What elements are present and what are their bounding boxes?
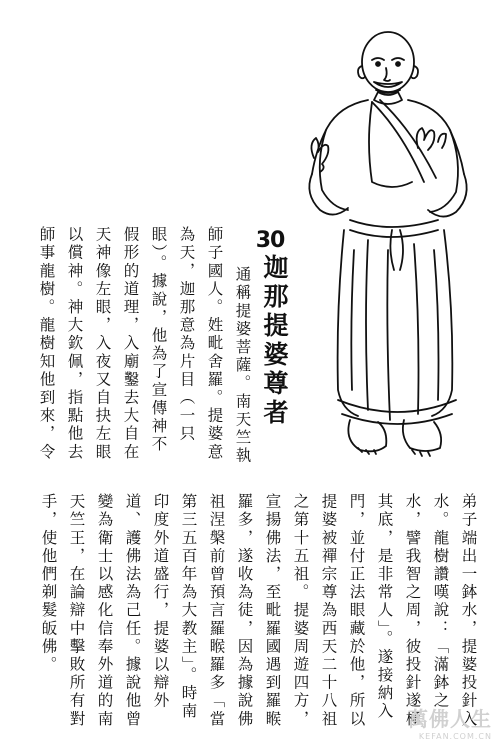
upper-column: 通稱提婆菩薩。南天竺執 bbox=[233, 266, 252, 466]
monk-illustration bbox=[288, 30, 478, 460]
lower-column: 水。龍樹讚嘆說：「滿鉢之 bbox=[431, 493, 450, 711]
upper-column: 以償神。神大欽佩，指點他去 bbox=[65, 226, 84, 462]
watermark-url: KEFAN.COM.CN bbox=[418, 732, 492, 741]
lower-column: 祖涅槃前曾預言羅睺羅多「當 bbox=[207, 493, 226, 729]
upper-column: 師事龍樹。龍樹知他到來，令 bbox=[37, 226, 56, 462]
lower-column: 之第十五祖。提婆周遊四方， bbox=[291, 493, 310, 729]
lower-column: 其底，是非常人」。遂接納入 bbox=[375, 493, 394, 721]
lower-column: 印度外道盛行，提婆以辯外 bbox=[151, 493, 170, 711]
upper-column: 眼）。據說，他為了宣傳神不 bbox=[149, 226, 168, 454]
lower-column: 提婆被禪宗尊為西天二十八祖 bbox=[319, 493, 338, 729]
watermark bbox=[408, 703, 492, 741]
upper-column: 師子國人。姓毗舍羅。提婆意 bbox=[205, 226, 224, 462]
lower-column: 道、護佛法為己任。據說他曾 bbox=[123, 493, 142, 729]
watermark-text: 萬佛人生 bbox=[408, 707, 492, 731]
lower-column: 水，譬我智之周，彼投針遂極 bbox=[403, 493, 422, 729]
title-number: 30 bbox=[255, 228, 285, 253]
lower-column: 羅多，遂收為徒，因為據說佛 bbox=[235, 493, 254, 729]
title-name: 迦那提婆尊者 bbox=[260, 254, 289, 428]
lower-column: 變為衛士以感化信奉外道的南 bbox=[95, 493, 114, 729]
upper-column: 為天，迦那意為片目（一只 bbox=[177, 226, 196, 444]
upper-column: 假形的道理，入廟鑿去大自在 bbox=[121, 226, 140, 462]
lower-column: 弟子端出一鉢水，提婆投針入 bbox=[459, 493, 478, 729]
lower-column: 手，使他們剃髮皈佛。 bbox=[39, 493, 58, 674]
upper-column: 天神像左眼，入夜又自抉左眼 bbox=[93, 226, 112, 462]
lower-column: 第三五百年為大教主」。時南 bbox=[179, 493, 198, 721]
lower-column: 天竺王，在論辯中擊敗所有對 bbox=[67, 493, 86, 729]
lower-column: 門，並付正法眼藏於他，所以 bbox=[347, 493, 366, 729]
lower-column: 宣揚佛法，至毗羅國遇到羅睺 bbox=[263, 493, 282, 729]
